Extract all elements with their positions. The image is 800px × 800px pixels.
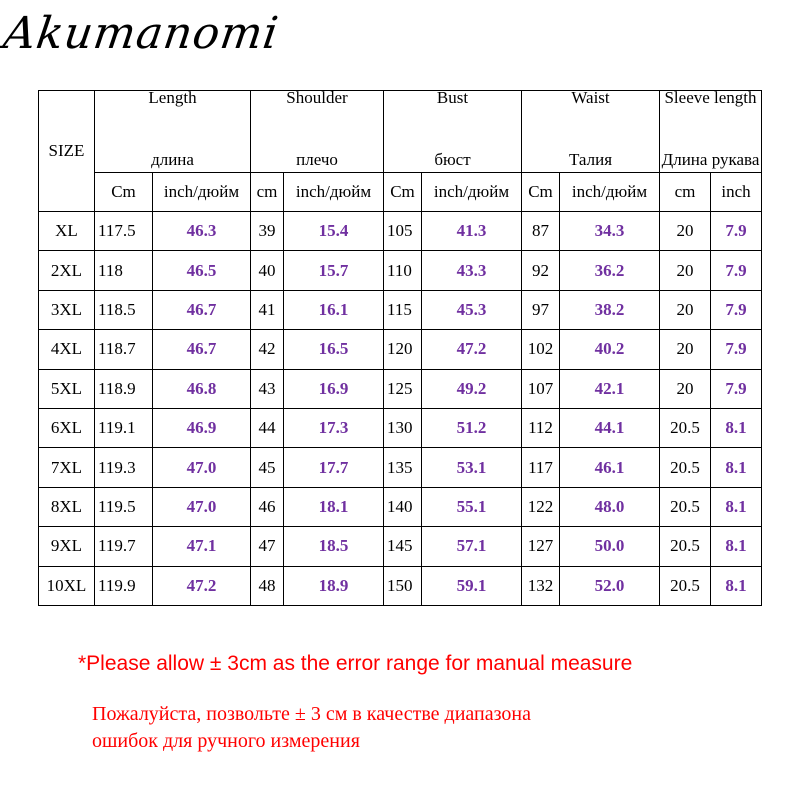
cell-len-in: 46.9: [153, 408, 251, 447]
cell-sl-cm: 20.5: [660, 566, 711, 605]
table-row: [39, 408, 762, 447]
cell-sl-cm: 20.5: [660, 487, 711, 526]
cell-sh-cm: 47: [251, 527, 284, 566]
cell-sl-cm: 20: [660, 251, 711, 290]
cell-bust-cm: 120: [384, 330, 422, 369]
cell-bust-cm: 150: [384, 566, 422, 605]
cell-len-cm: 118.9: [95, 369, 153, 408]
cell-waist-in: 38.2: [560, 290, 660, 329]
cell-size: 6XL: [39, 408, 95, 447]
cell-size: 7XL: [39, 448, 95, 487]
shoulder-label: Shoulder: [286, 90, 348, 107]
cell-size: 3XL: [39, 290, 95, 329]
cell-len-in: 46.7: [153, 290, 251, 329]
size-chart-table: [38, 90, 762, 606]
cell-sh-in: 15.4: [284, 212, 384, 251]
table-row: [39, 527, 762, 566]
cell-sh-in: 17.7: [284, 448, 384, 487]
cell-waist-in: 50.0: [560, 527, 660, 566]
error-range-note-ru-1: Пожалуйста, позвольте ± 3 см в качестве диапазона: [92, 703, 531, 725]
cell-sl-cm: 20.5: [660, 527, 711, 566]
cell-sh-in: 15.7: [284, 251, 384, 290]
cell-sl-in: 8.1: [711, 448, 762, 487]
error-range-note-ru-2: ошибок для ручного измерения: [92, 730, 360, 752]
cell-len-in: 46.7: [153, 330, 251, 369]
cell-sh-in: 18.1: [284, 487, 384, 526]
cell-bust-in: 57.1: [422, 527, 522, 566]
cell-sl-in: 7.9: [711, 251, 762, 290]
table-row: [39, 290, 762, 329]
cell-len-cm: 119.9: [95, 566, 153, 605]
bust-unit-cm: Cm: [384, 173, 422, 212]
length-unit-cm: Cm: [95, 173, 153, 212]
cell-sh-cm: 39: [251, 212, 284, 251]
cell-bust-cm: 145: [384, 527, 422, 566]
shoulder-header: [251, 91, 384, 173]
cell-sh-cm: 40: [251, 251, 284, 290]
cell-sh-in: 16.9: [284, 369, 384, 408]
error-range-note: *Please allow ± 3cm as the error range for manual measure: [78, 652, 633, 675]
cell-sh-in: 16.5: [284, 330, 384, 369]
cell-waist-cm: 107: [522, 369, 560, 408]
cell-sl-in: 7.9: [711, 290, 762, 329]
length-label: Length: [148, 90, 197, 107]
cell-sl-in: 7.9: [711, 212, 762, 251]
cell-len-cm: 119.7: [95, 527, 153, 566]
cell-sl-in: 7.9: [711, 330, 762, 369]
waist-label: Waist: [571, 90, 610, 107]
shoulder-unit-cm: cm: [251, 173, 284, 212]
unit-row: [39, 173, 762, 212]
cell-sl-in: 8.1: [711, 566, 762, 605]
cell-sl-in: 8.1: [711, 487, 762, 526]
cell-waist-cm: 102: [522, 330, 560, 369]
cell-len-cm: 118: [95, 251, 153, 290]
cell-len-cm: 119.1: [95, 408, 153, 447]
cell-len-in: 46.8: [153, 369, 251, 408]
cell-bust-cm: 135: [384, 448, 422, 487]
cell-size: XL: [39, 212, 95, 251]
cell-sh-cm: 42: [251, 330, 284, 369]
table-row: [39, 330, 762, 369]
cell-sl-in: 7.9: [711, 369, 762, 408]
cell-sh-cm: 44: [251, 408, 284, 447]
cell-bust-in: 51.2: [422, 408, 522, 447]
brand-logo: Akumanomi: [0, 8, 282, 59]
cell-bust-cm: 125: [384, 369, 422, 408]
table-row: [39, 487, 762, 526]
length-header: [95, 91, 251, 173]
cell-size: 9XL: [39, 527, 95, 566]
cell-len-cm: 117.5: [95, 212, 153, 251]
sleeve-label: Sleeve length: [664, 90, 757, 107]
cell-sh-in: 18.9: [284, 566, 384, 605]
cell-waist-cm: 92: [522, 251, 560, 290]
cell-waist-in: 46.1: [560, 448, 660, 487]
cell-len-in: 47.0: [153, 487, 251, 526]
cell-bust-cm: 130: [384, 408, 422, 447]
cell-bust-in: 53.1: [422, 448, 522, 487]
cell-waist-cm: 97: [522, 290, 560, 329]
cell-bust-in: 49.2: [422, 369, 522, 408]
cell-waist-cm: 122: [522, 487, 560, 526]
sleeve-header: [660, 91, 762, 173]
cell-len-cm: 119.3: [95, 448, 153, 487]
cell-waist-cm: 117: [522, 448, 560, 487]
cell-sl-cm: 20: [660, 212, 711, 251]
length-unit-inch: inch/дюйм: [153, 173, 251, 212]
cell-sh-cm: 48: [251, 566, 284, 605]
cell-len-in: 47.0: [153, 448, 251, 487]
table-row: [39, 251, 762, 290]
cell-waist-in: 40.2: [560, 330, 660, 369]
cell-sl-in: 8.1: [711, 527, 762, 566]
bust-unit-inch: inch/дюйм: [422, 173, 522, 212]
cell-waist-cm: 132: [522, 566, 560, 605]
cell-bust-in: 55.1: [422, 487, 522, 526]
header-row: [39, 91, 762, 173]
waist-unit-inch: inch/дюйм: [560, 173, 660, 212]
size-header: SIZE: [39, 91, 95, 212]
cell-bust-in: 47.2: [422, 330, 522, 369]
shoulder-label-ru: плечо: [296, 149, 338, 169]
cell-waist-cm: 127: [522, 527, 560, 566]
waist-header: [522, 91, 660, 173]
cell-sh-in: 16.1: [284, 290, 384, 329]
cell-sh-in: 18.5: [284, 527, 384, 566]
sleeve-unit-inch: inch: [711, 173, 762, 212]
cell-size: 5XL: [39, 369, 95, 408]
cell-size: 2XL: [39, 251, 95, 290]
cell-sl-cm: 20.5: [660, 448, 711, 487]
bust-header: [384, 91, 522, 173]
cell-waist-cm: 87: [522, 212, 560, 251]
cell-size: 8XL: [39, 487, 95, 526]
cell-waist-in: 48.0: [560, 487, 660, 526]
cell-bust-in: 45.3: [422, 290, 522, 329]
cell-sl-cm: 20.5: [660, 408, 711, 447]
cell-sh-cm: 46: [251, 487, 284, 526]
sleeve-label-ru: Длина рукава: [661, 149, 760, 169]
table-row: [39, 369, 762, 408]
shoulder-unit-inch: inch/дюйм: [284, 173, 384, 212]
cell-bust-in: 41.3: [422, 212, 522, 251]
length-label-ru: длина: [151, 149, 194, 169]
cell-bust-in: 43.3: [422, 251, 522, 290]
table-row: [39, 212, 762, 251]
cell-bust-cm: 110: [384, 251, 422, 290]
cell-len-in: 47.1: [153, 527, 251, 566]
cell-len-in: 47.2: [153, 566, 251, 605]
cell-waist-in: 42.1: [560, 369, 660, 408]
cell-waist-in: 52.0: [560, 566, 660, 605]
cell-len-cm: 119.5: [95, 487, 153, 526]
cell-sl-cm: 20: [660, 330, 711, 369]
cell-bust-in: 59.1: [422, 566, 522, 605]
cell-sh-cm: 41: [251, 290, 284, 329]
cell-len-cm: 118.5: [95, 290, 153, 329]
cell-bust-cm: 140: [384, 487, 422, 526]
sleeve-unit-cm: cm: [660, 173, 711, 212]
cell-sl-cm: 20: [660, 290, 711, 329]
table-row: [39, 566, 762, 605]
waist-label-ru: Талия: [568, 149, 613, 169]
cell-waist-in: 34.3: [560, 212, 660, 251]
cell-sl-in: 8.1: [711, 408, 762, 447]
cell-size: 4XL: [39, 330, 95, 369]
table-row: [39, 448, 762, 487]
cell-waist-in: 44.1: [560, 408, 660, 447]
waist-unit-cm: Cm: [522, 173, 560, 212]
cell-sh-cm: 45: [251, 448, 284, 487]
cell-len-cm: 118.7: [95, 330, 153, 369]
cell-waist-cm: 112: [522, 408, 560, 447]
cell-len-in: 46.5: [153, 251, 251, 290]
bust-label: Bust: [436, 90, 469, 107]
cell-bust-cm: 115: [384, 290, 422, 329]
cell-waist-in: 36.2: [560, 251, 660, 290]
cell-len-in: 46.3: [153, 212, 251, 251]
cell-sl-cm: 20: [660, 369, 711, 408]
bust-label-ru: бюст: [434, 149, 471, 169]
cell-sh-in: 17.3: [284, 408, 384, 447]
cell-bust-cm: 105: [384, 212, 422, 251]
cell-size: 10XL: [39, 566, 95, 605]
cell-sh-cm: 43: [251, 369, 284, 408]
